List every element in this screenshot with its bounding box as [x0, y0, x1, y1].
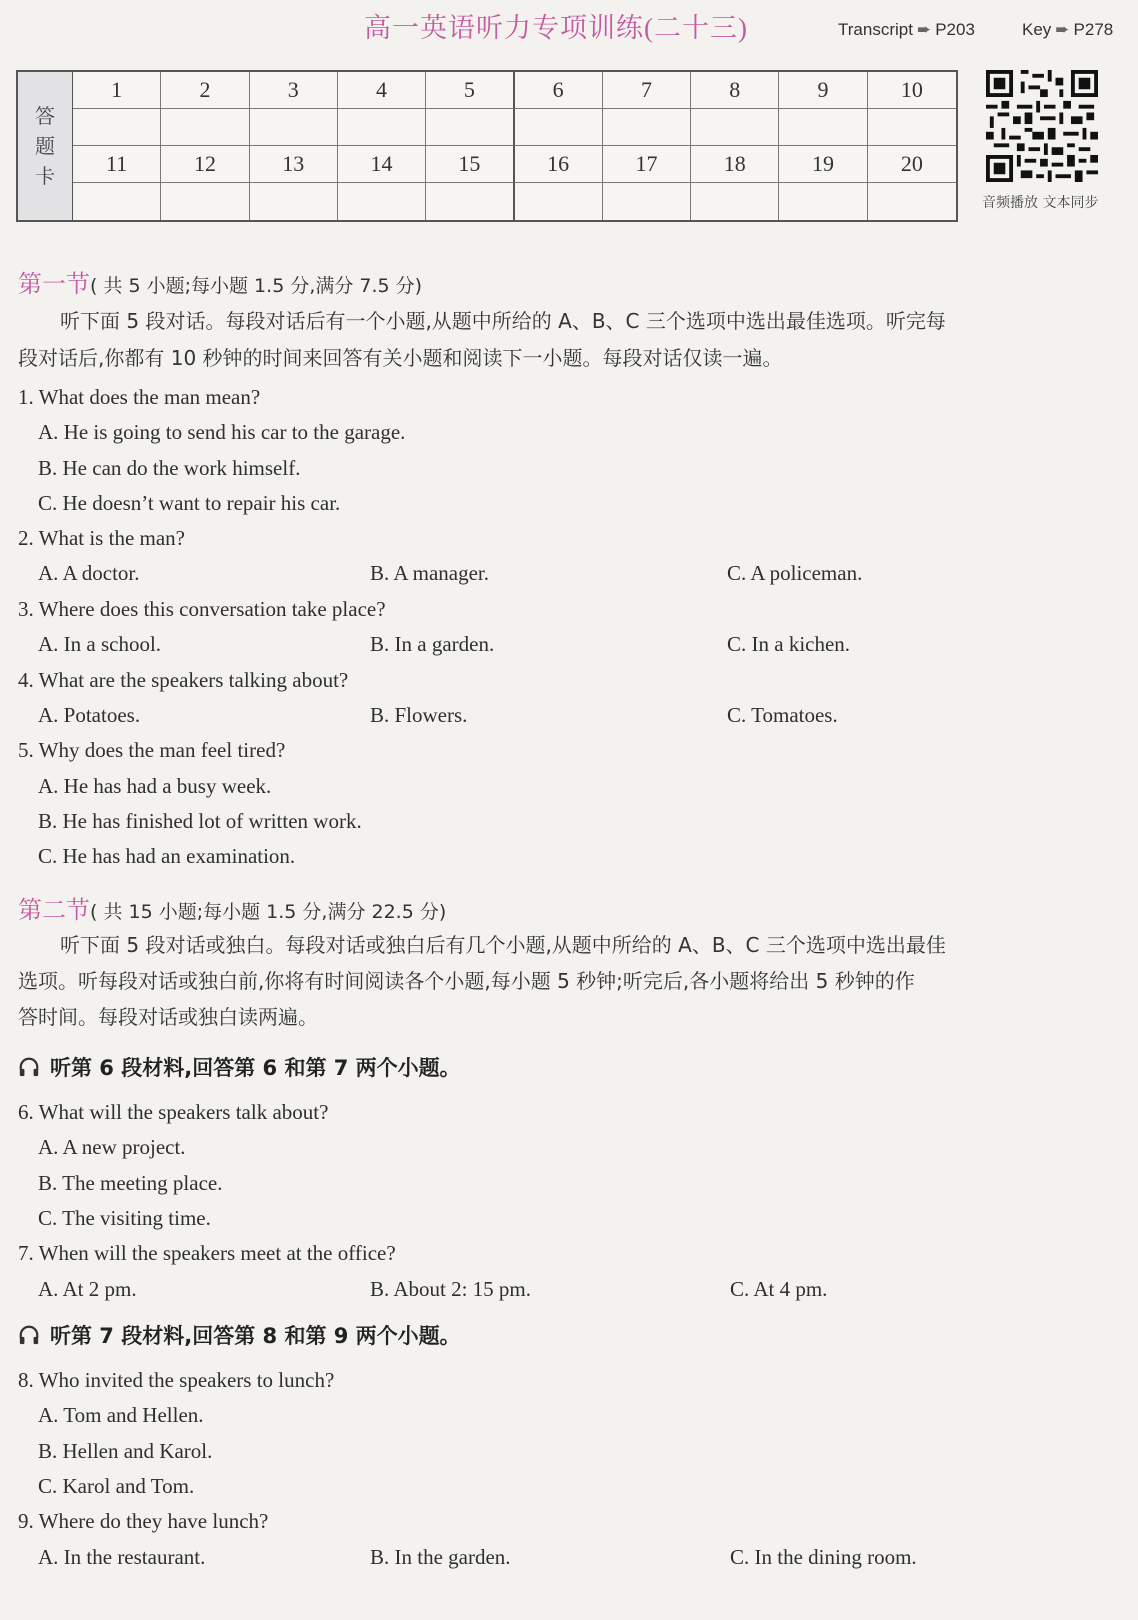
- option-a[interactable]: A. He has had a busy week.: [38, 774, 272, 798]
- answer-number: 9: [779, 72, 867, 109]
- material-7-text: 听第 7 段材料,回答第 8 和第 9 两个小题。: [50, 1324, 461, 1348]
- answer-box[interactable]: [779, 183, 867, 220]
- section-2-instructions-line1: 听下面 5 段对话或独白。每段对话或独白后有几个小题,从题中所给的 A、B、C 三个选项中选出最佳: [60, 933, 946, 957]
- option-c[interactable]: C. In the dining room.: [730, 1545, 917, 1569]
- card-label-char: 答: [35, 104, 55, 128]
- answer-box[interactable]: [515, 183, 603, 220]
- answer-number: 17: [603, 146, 691, 183]
- question-stem: 3. Where does this conversation take place?: [18, 597, 386, 621]
- answer-box[interactable]: [73, 109, 161, 146]
- answer-box[interactable]: [250, 183, 338, 220]
- question-stem: 7. When will the speakers meet at the office?: [18, 1241, 396, 1265]
- answer-box[interactable]: [161, 183, 249, 220]
- answer-box[interactable]: [250, 109, 338, 146]
- material-6-text: 听第 6 段材料,回答第 6 和第 7 两个小题。: [50, 1056, 461, 1080]
- option-c[interactable]: C. A policeman.: [727, 561, 863, 585]
- option-c[interactable]: C. In a kichen.: [727, 632, 851, 656]
- option-a[interactable]: A. At 2 pm.: [38, 1277, 137, 1301]
- key-reference: [1022, 20, 1113, 40]
- answer-grid: [73, 72, 956, 220]
- page-header: [0, 0, 1138, 60]
- answer-card-label: [18, 72, 73, 220]
- option-a[interactable]: A. In the restaurant.: [38, 1545, 206, 1569]
- section-1-instructions-line2: 段对话后,你都有 10 秒钟的时间来回答有关小题和阅读下一小题。每段对话仅读一遍。: [18, 346, 783, 370]
- option-c[interactable]: C. Karol and Tom.: [38, 1474, 195, 1498]
- answer-number: 12: [161, 146, 249, 183]
- question-stem: 9. Where do they have lunch?: [18, 1509, 269, 1533]
- answer-number: 14: [338, 146, 426, 183]
- arrow-right-icon: ➨: [916, 20, 932, 39]
- question-stem: 6. What will the speakers talk about?: [18, 1100, 329, 1124]
- card-label-char: 题: [35, 134, 55, 158]
- answer-number: 5: [426, 72, 514, 109]
- question-stem: 4. What are the speakers talking about?: [18, 668, 349, 692]
- answer-number: 6: [515, 72, 603, 109]
- option-b[interactable]: B. Hellen and Karol.: [38, 1439, 213, 1463]
- answer-box[interactable]: [515, 109, 603, 146]
- section-1-heading: [18, 264, 422, 299]
- section-2-instructions-line3: 答时间。每段对话或独白读两遍。: [18, 1005, 318, 1029]
- answer-number: 11: [73, 146, 161, 183]
- answer-number: 20: [868, 146, 956, 183]
- answer-box[interactable]: [603, 109, 691, 146]
- section-1-meta: ( 共 5 小题;每小题 1.5 分,满分 7.5 分): [90, 275, 423, 297]
- option-a[interactable]: A. He is going to send his car to the garage.: [38, 420, 406, 444]
- option-c[interactable]: C. He doesn’t want to repair his car.: [38, 491, 341, 515]
- option-a[interactable]: A. A new project.: [38, 1135, 186, 1159]
- option-b[interactable]: B. The meeting place.: [38, 1171, 223, 1195]
- answer-box[interactable]: [426, 109, 514, 146]
- answer-box[interactable]: [779, 109, 867, 146]
- material-6-heading: [18, 1052, 461, 1082]
- option-a[interactable]: A. Potatoes.: [38, 703, 141, 727]
- card-label-char: 卡: [35, 164, 55, 188]
- question-stem: 8. Who invited the speakers to lunch?: [18, 1368, 335, 1392]
- option-b[interactable]: B. About 2: 15 pm.: [370, 1277, 532, 1301]
- transcript-label: Transcript: [838, 20, 913, 39]
- section-2-heading: [18, 890, 446, 925]
- answer-box[interactable]: [338, 109, 426, 146]
- answer-number: 15: [426, 146, 514, 183]
- answer-box[interactable]: [691, 183, 779, 220]
- question-stem: 5. Why does the man feel tired?: [18, 738, 286, 762]
- headphones-icon[interactable]: [18, 1056, 40, 1078]
- answer-box[interactable]: [868, 183, 956, 220]
- option-b[interactable]: B. A manager.: [370, 561, 489, 585]
- qr-code-icon[interactable]: [986, 70, 1098, 182]
- answer-number: 10: [868, 72, 956, 109]
- question-stem: 2. What is the man?: [18, 526, 185, 550]
- answer-box[interactable]: [868, 109, 956, 146]
- answer-number: 3: [250, 72, 338, 109]
- option-c[interactable]: C. Tomatoes.: [727, 703, 838, 727]
- option-b[interactable]: B. In the garden.: [370, 1545, 511, 1569]
- option-a[interactable]: A. In a school.: [38, 632, 162, 656]
- option-a[interactable]: A. A doctor.: [38, 561, 140, 585]
- answer-box[interactable]: [691, 109, 779, 146]
- answer-number: 18: [691, 146, 779, 183]
- section-1-instructions-line1: 听下面 5 段对话。每段对话后有一个小题,从题中所给的 A、B、C 三个选项中选出最佳选项。听完每: [60, 309, 946, 333]
- answer-number: 7: [603, 72, 691, 109]
- transcript-page: P203: [935, 20, 975, 39]
- answer-number: 13: [250, 146, 338, 183]
- option-c[interactable]: C. He has had an examination.: [38, 844, 296, 868]
- key-page: P278: [1073, 20, 1114, 39]
- question-stem: 1. What does the man mean?: [18, 385, 261, 409]
- option-b[interactable]: B. He can do the work himself.: [38, 456, 301, 480]
- option-c[interactable]: C. At 4 pm.: [730, 1277, 828, 1301]
- qr-caption: 音频播放 文本同步: [982, 195, 1099, 211]
- arrow-right-icon: ➨: [1055, 20, 1070, 39]
- transcript-reference: [838, 20, 975, 40]
- option-b[interactable]: B. He has finished lot of written work.: [38, 809, 362, 833]
- answer-number: 16: [515, 146, 603, 183]
- answer-box[interactable]: [603, 183, 691, 220]
- answer-number: 4: [338, 72, 426, 109]
- answer-box[interactable]: [73, 183, 161, 220]
- section-2-instructions-line2: 选项。听每段对话或独白前,你将有时间阅读各个小题,每小题 5 秒钟;听完后,各小题将给出 5 秒钟的作: [18, 969, 915, 993]
- answer-number: 2: [161, 72, 249, 109]
- material-7-heading: [18, 1320, 461, 1350]
- option-b[interactable]: B. Flowers.: [370, 703, 468, 727]
- option-b[interactable]: B. In a garden.: [370, 632, 495, 656]
- key-label: Key: [1022, 20, 1052, 39]
- answer-number: 8: [691, 72, 779, 109]
- section-2-meta: ( 共 15 小题;每小题 1.5 分,满分 22.5 分): [90, 901, 447, 923]
- answer-box[interactable]: [338, 183, 426, 220]
- answer-number: 19: [779, 146, 867, 183]
- option-a[interactable]: A. Tom and Hellen.: [38, 1403, 204, 1427]
- section-2-title: 第二节: [18, 896, 90, 924]
- answer-card: [16, 70, 958, 222]
- page-title: 高一英语听力专项训练(二十三): [364, 13, 748, 43]
- answer-number: 1: [73, 72, 161, 109]
- answer-box[interactable]: [426, 183, 514, 220]
- headphones-icon[interactable]: [18, 1324, 40, 1346]
- option-c[interactable]: C. The visiting time.: [38, 1206, 211, 1230]
- section-1-title: 第一节: [18, 270, 90, 298]
- answer-box[interactable]: [161, 109, 249, 146]
